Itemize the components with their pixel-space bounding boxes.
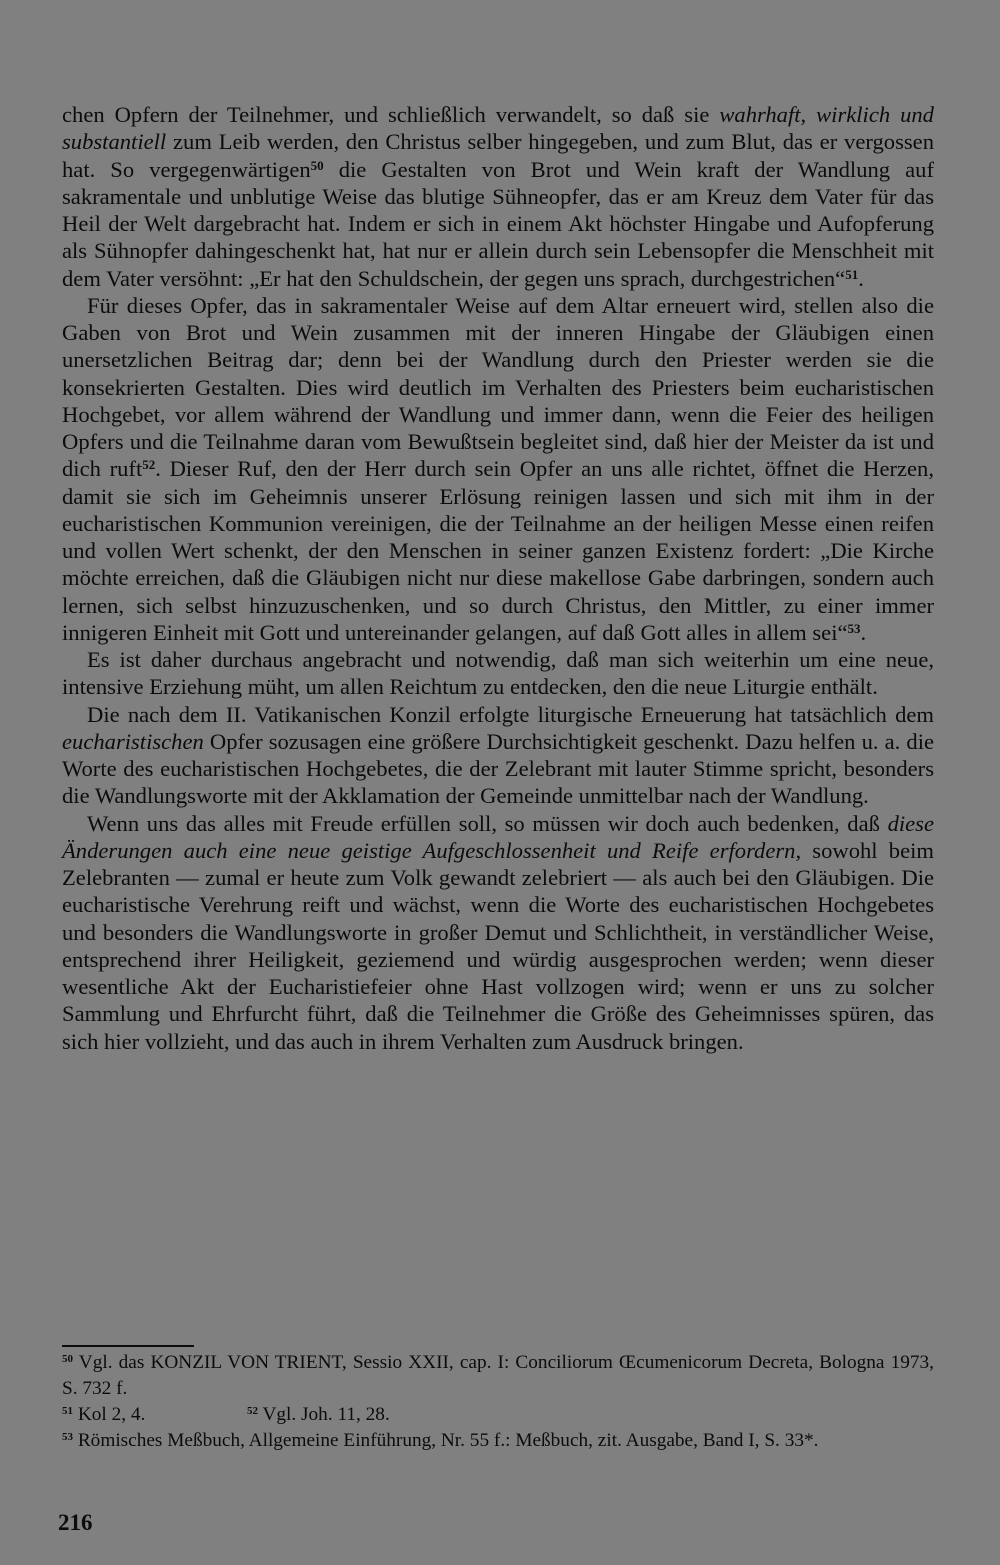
p1-emphasis: wahrhaft, wirklich und substantiell bbox=[62, 102, 934, 155]
page-body bbox=[62, 101, 934, 1055]
p1-text-a: chen Opfern der Teilnehmer, und schließlich verwandelt, so daß sie bbox=[62, 102, 720, 127]
paragraph-5 bbox=[62, 810, 934, 1055]
footnotes bbox=[62, 1350, 934, 1454]
p1-text-c: die Gestalten von Brot und Wein kraft der Wandlung auf sakramentale und unblutige Weise das blutige Sühneopfer, das er am Kreuz dem Vater für das Heil der Welt dargebracht hat. Indem er sich in einem Akt höchster Hingabe und Aufopferung als Sühnopfer dahingeschenkt hat, hat nur er allein durch sein Lebensopfer die Menschheit mit dem Vater versöhnt: „Er hat den Schuldschein, der gegen uns sprach, durchgestrichen“ bbox=[62, 156, 935, 291]
footnote-text: Römisches Meßbuch, Allgemeine Einführung, Nr. 55 f.: Meßbuch, zit. Ausgabe, Band I, S. 33*. bbox=[73, 1430, 819, 1451]
page-number: 216 bbox=[58, 1510, 93, 1535]
footnote-53 bbox=[62, 1428, 934, 1454]
footnote-text: Vgl. das KONZIL VON TRIENT, Sessio XXII, cap. I: Conciliorum Œcumenicorum Decreta, Bologna 1973, S. 732 f. bbox=[62, 1352, 934, 1399]
footnote-ref-52: 52 bbox=[142, 457, 156, 473]
p5-text-a: Wenn uns das alles mit Freude erfüllen soll, so müssen wir doch auch bedenken, daß bbox=[87, 810, 888, 836]
paragraph-4 bbox=[62, 701, 934, 810]
footnote-mark: 53 bbox=[62, 1431, 73, 1443]
p2-text-b: . Dieser Ruf, den der Herr durch sein Opfer an uns alle richtet, öffnet die Herzen, damit sie sich im Geheimnis unserer Erlösung reinigen lassen und sich mit ihm in der eucharistischen Kommunion vereinigen, die der Teilnahme an der heiligen Messe einen reifen und vollen Wert schenkt, der den Menschen in seiner ganzen Existenz fordert: „Die Kirche möchte erreichen, daß die Gläubigen nicht nur diese makellose Gabe darbringen, sondern auch lernen, sich selbst hinzuzuschenken, und so durch Christus, den Mittler, zu einer immer innigeren Einheit mit Gott und untereinander gelangen, auf daß Gott alles in allem sei“ bbox=[62, 456, 935, 645]
footnote-row bbox=[62, 1402, 934, 1428]
footnote-text: Vgl. Joh. 11, 28. bbox=[258, 1404, 390, 1425]
paragraph-1 bbox=[62, 101, 934, 292]
footnote-ref-51: 51 bbox=[845, 266, 859, 282]
footnote-52 bbox=[247, 1402, 390, 1428]
footnote-text: Kol 2, 4. bbox=[73, 1404, 146, 1425]
p2-text-c: . bbox=[860, 619, 867, 645]
footnote-separator bbox=[62, 1345, 194, 1347]
footnote-mark: 50 bbox=[62, 1353, 73, 1365]
p5-text-b: sowohl beim Zelebranten — zumal er heute zum Volk gewandt zelebriert — als auch bei den Gläubigen. Die eucharistische Verehrung reift und wächst, wenn die Worte des eucharistischen Hochgebetes und besonders die Wandlungsworte in großer Demut und Schlichtheit, in verständlicher Weise, entsprechend ihrer Heiligkeit, geziemend und würdig ausgesprochen werden; wenn dieser wesentliche Akt der Eucharistiefeier ohne Hast vollzogen wird; wenn er uns zu solcher Sammlung und Ehrfurcht führt, daß die Teilnehmer die Größe des Geheimnisses spüren, das sich hier vollzieht, und das auch in ihrem Verhalten zum Ausdruck bringen. bbox=[62, 837, 934, 1054]
p1-text-b: zum Leib werden, den Christus selber hingegeben, und zum Blut, das er vergossen hat. So vergegenwärtigen bbox=[62, 129, 934, 182]
paragraph-2 bbox=[62, 292, 934, 646]
footnote-ref-53: 53 bbox=[847, 620, 861, 636]
paragraph-3: Es ist daher durchaus angebracht und notwendig, daß man sich weiterhin um eine neue, intensive Erziehung müht, um allen Reichtum zu entdecken, den die neue Liturgie enthält. bbox=[62, 647, 934, 700]
p4-text-a: Die nach dem II. Vatikanischen Konzil erfolgte liturgische Erneuerung hat tatsächlich dem bbox=[87, 701, 934, 727]
footnote-mark: 51 bbox=[62, 1405, 73, 1417]
p2-text-a: Für dieses Opfer, das in sakramentaler Weise auf dem Altar erneuert wird, stellen also die Gaben von Brot und Wein zusammen mit der inneren Hingabe der Gläubigen einen unersetzlichen Beitrag dar; denn bei der Wandlung durch den Priester werden sie die konsekrierten Gestalten. Dies wird deutlich im Verhalten des Priesters beim eucharistischen Hochgebet, vor allem während der Wandlung und immer dann, wenn die Feier des heiligen Opfers und die Teilnahme daran vom Bewußtsein begleitet sind, daß hier der Meister da ist und dich ruft bbox=[62, 292, 934, 482]
footnote-ref-50: 50 bbox=[310, 157, 324, 173]
footnote-50 bbox=[62, 1350, 934, 1402]
footnote-mark: 52 bbox=[247, 1405, 258, 1417]
p1-text-d: . bbox=[858, 265, 864, 291]
footnote-51 bbox=[62, 1402, 247, 1428]
p4-text-b: Opfer sozusagen eine größere Durchsichtigkeit geschenkt. Dazu helfen u. a. die Worte des eucharistischen Hochgebetes, die der Zelebrant mit lauter Stimme spricht, besonders die Wandlungsworte mit der Akklamation der Gemeinde unmittelbar nach der Wandlung. bbox=[62, 728, 934, 809]
p5-emphasis: diese Änderungen auch eine neue geistige Aufgeschlossenheit und Reife erfordern, bbox=[62, 810, 934, 863]
p4-emphasis: eucharistischen bbox=[62, 728, 204, 754]
